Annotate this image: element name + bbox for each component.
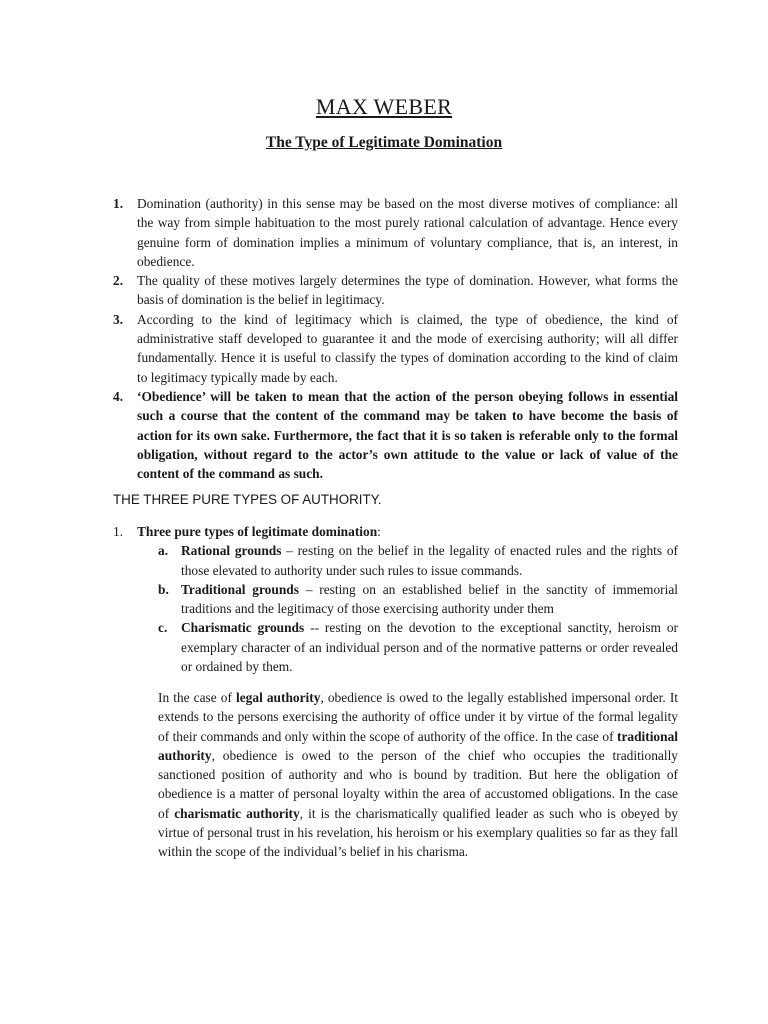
types-heading-colon: : <box>377 524 381 539</box>
types-list <box>113 541 678 676</box>
type-item-charismatic <box>158 618 678 676</box>
authority-paragraph <box>158 688 678 862</box>
section-heading: THE THREE PURE TYPES OF AUTHORITY. <box>113 492 382 507</box>
document-title: MAX WEBER <box>315 94 453 119</box>
type-item-traditional <box>158 580 678 619</box>
paragraph-text: In the case of <box>158 690 237 705</box>
type-item-rational <box>158 541 678 580</box>
item-number: 1. <box>113 196 124 211</box>
list-item <box>113 194 678 271</box>
item-text: -- resting on the devotion to the exceptional sanctity, heroism or exemplary character of an individual person and of the normative patterns or order revealed or ordained by them. <box>181 620 679 675</box>
item-letter: a. <box>158 543 169 559</box>
item-number: 3. <box>113 311 124 327</box>
item-text: According to the kind of legitimacy which is claimed, the type of obedience, the kind of administrative staff developed to guarantee it and the mode of exercising authority; will all differ fundamentally. Hence it is useful to classify the types of domination according to the kind of claim to legitimacy typically made by each. <box>137 311 678 385</box>
document-subtitle: The Type of Legitimate Domination <box>265 134 503 151</box>
types-heading <box>113 522 678 541</box>
list-item <box>113 310 678 387</box>
legal-authority-term: legal authority <box>236 690 321 705</box>
intro-list <box>113 194 678 483</box>
item-term: Rational grounds <box>181 543 282 559</box>
item-text: Domination (authority) in this sense may be based on the most diverse motives of compliance: all the way from simple habituation to the most purely rational calculation of advantage. Hence every genuine form of domination implies a minimum of voluntary compliance, that is, an interest, in obedience. <box>137 196 678 269</box>
item-text: – resting on the belief in the legality of enacted rules and the rights of those elevated to authority under such rules to issue commands. <box>181 543 678 578</box>
list-item <box>113 387 678 483</box>
item-number: 1. <box>113 524 124 539</box>
item-number: 2. <box>113 273 124 289</box>
item-letter: b. <box>158 581 169 597</box>
types-section <box>113 522 678 676</box>
item-text: ‘Obedience’ will be taken to mean that the action of the person obeying follows in essential such a course that the content of the command may be taken to have become the basis of action for its own sake. Furthermore, the fact that it is so taken is referable only to the formal obligation, without regard to the actor’s own attitude to the value or lack of value of the content of the command as such. <box>137 388 678 482</box>
traditional-authority-term: traditional authority <box>158 728 678 763</box>
item-number: 4. <box>113 388 124 404</box>
paragraph-text: , obedience is owed to the person of the chief who occupies the traditionally sanctioned position of authority and who is bound by tradition. But here the obligation of obedience is a matter of personal loyalty within the area of accustomed obligations. In the case of <box>158 747 678 821</box>
item-term: Charismatic grounds <box>181 620 305 636</box>
item-letter: c. <box>158 620 168 636</box>
item-term: Traditional grounds <box>181 581 299 597</box>
types-heading-text: Three pure types of legitimate domination <box>137 524 378 539</box>
paragraph-text: , it is the charismatically qualified leader as such who is obeyed by virtue of personal trust in his revelation, his heroism or his exemplary qualities so far as they fall within the scope of the individual’s belief in his charisma. <box>158 805 678 860</box>
item-text: – resting on an established belief in the sanctity of immemorial traditions and the legitimacy of those exercising authority under them <box>181 581 678 617</box>
list-item <box>113 271 678 310</box>
paragraph-text: , obedience is owed to the legally established impersonal order. It extends to the persons exercising the authority of office under it by virtue of the formal legality of their commands and only within the scope of authority of the office. In the case of <box>158 690 678 744</box>
charismatic-authority-term: charismatic authority <box>174 805 300 821</box>
item-text: The quality of these motives largely determines the type of domination. However, what forms the basis of domination is the belief in legitimacy. <box>137 273 678 308</box>
